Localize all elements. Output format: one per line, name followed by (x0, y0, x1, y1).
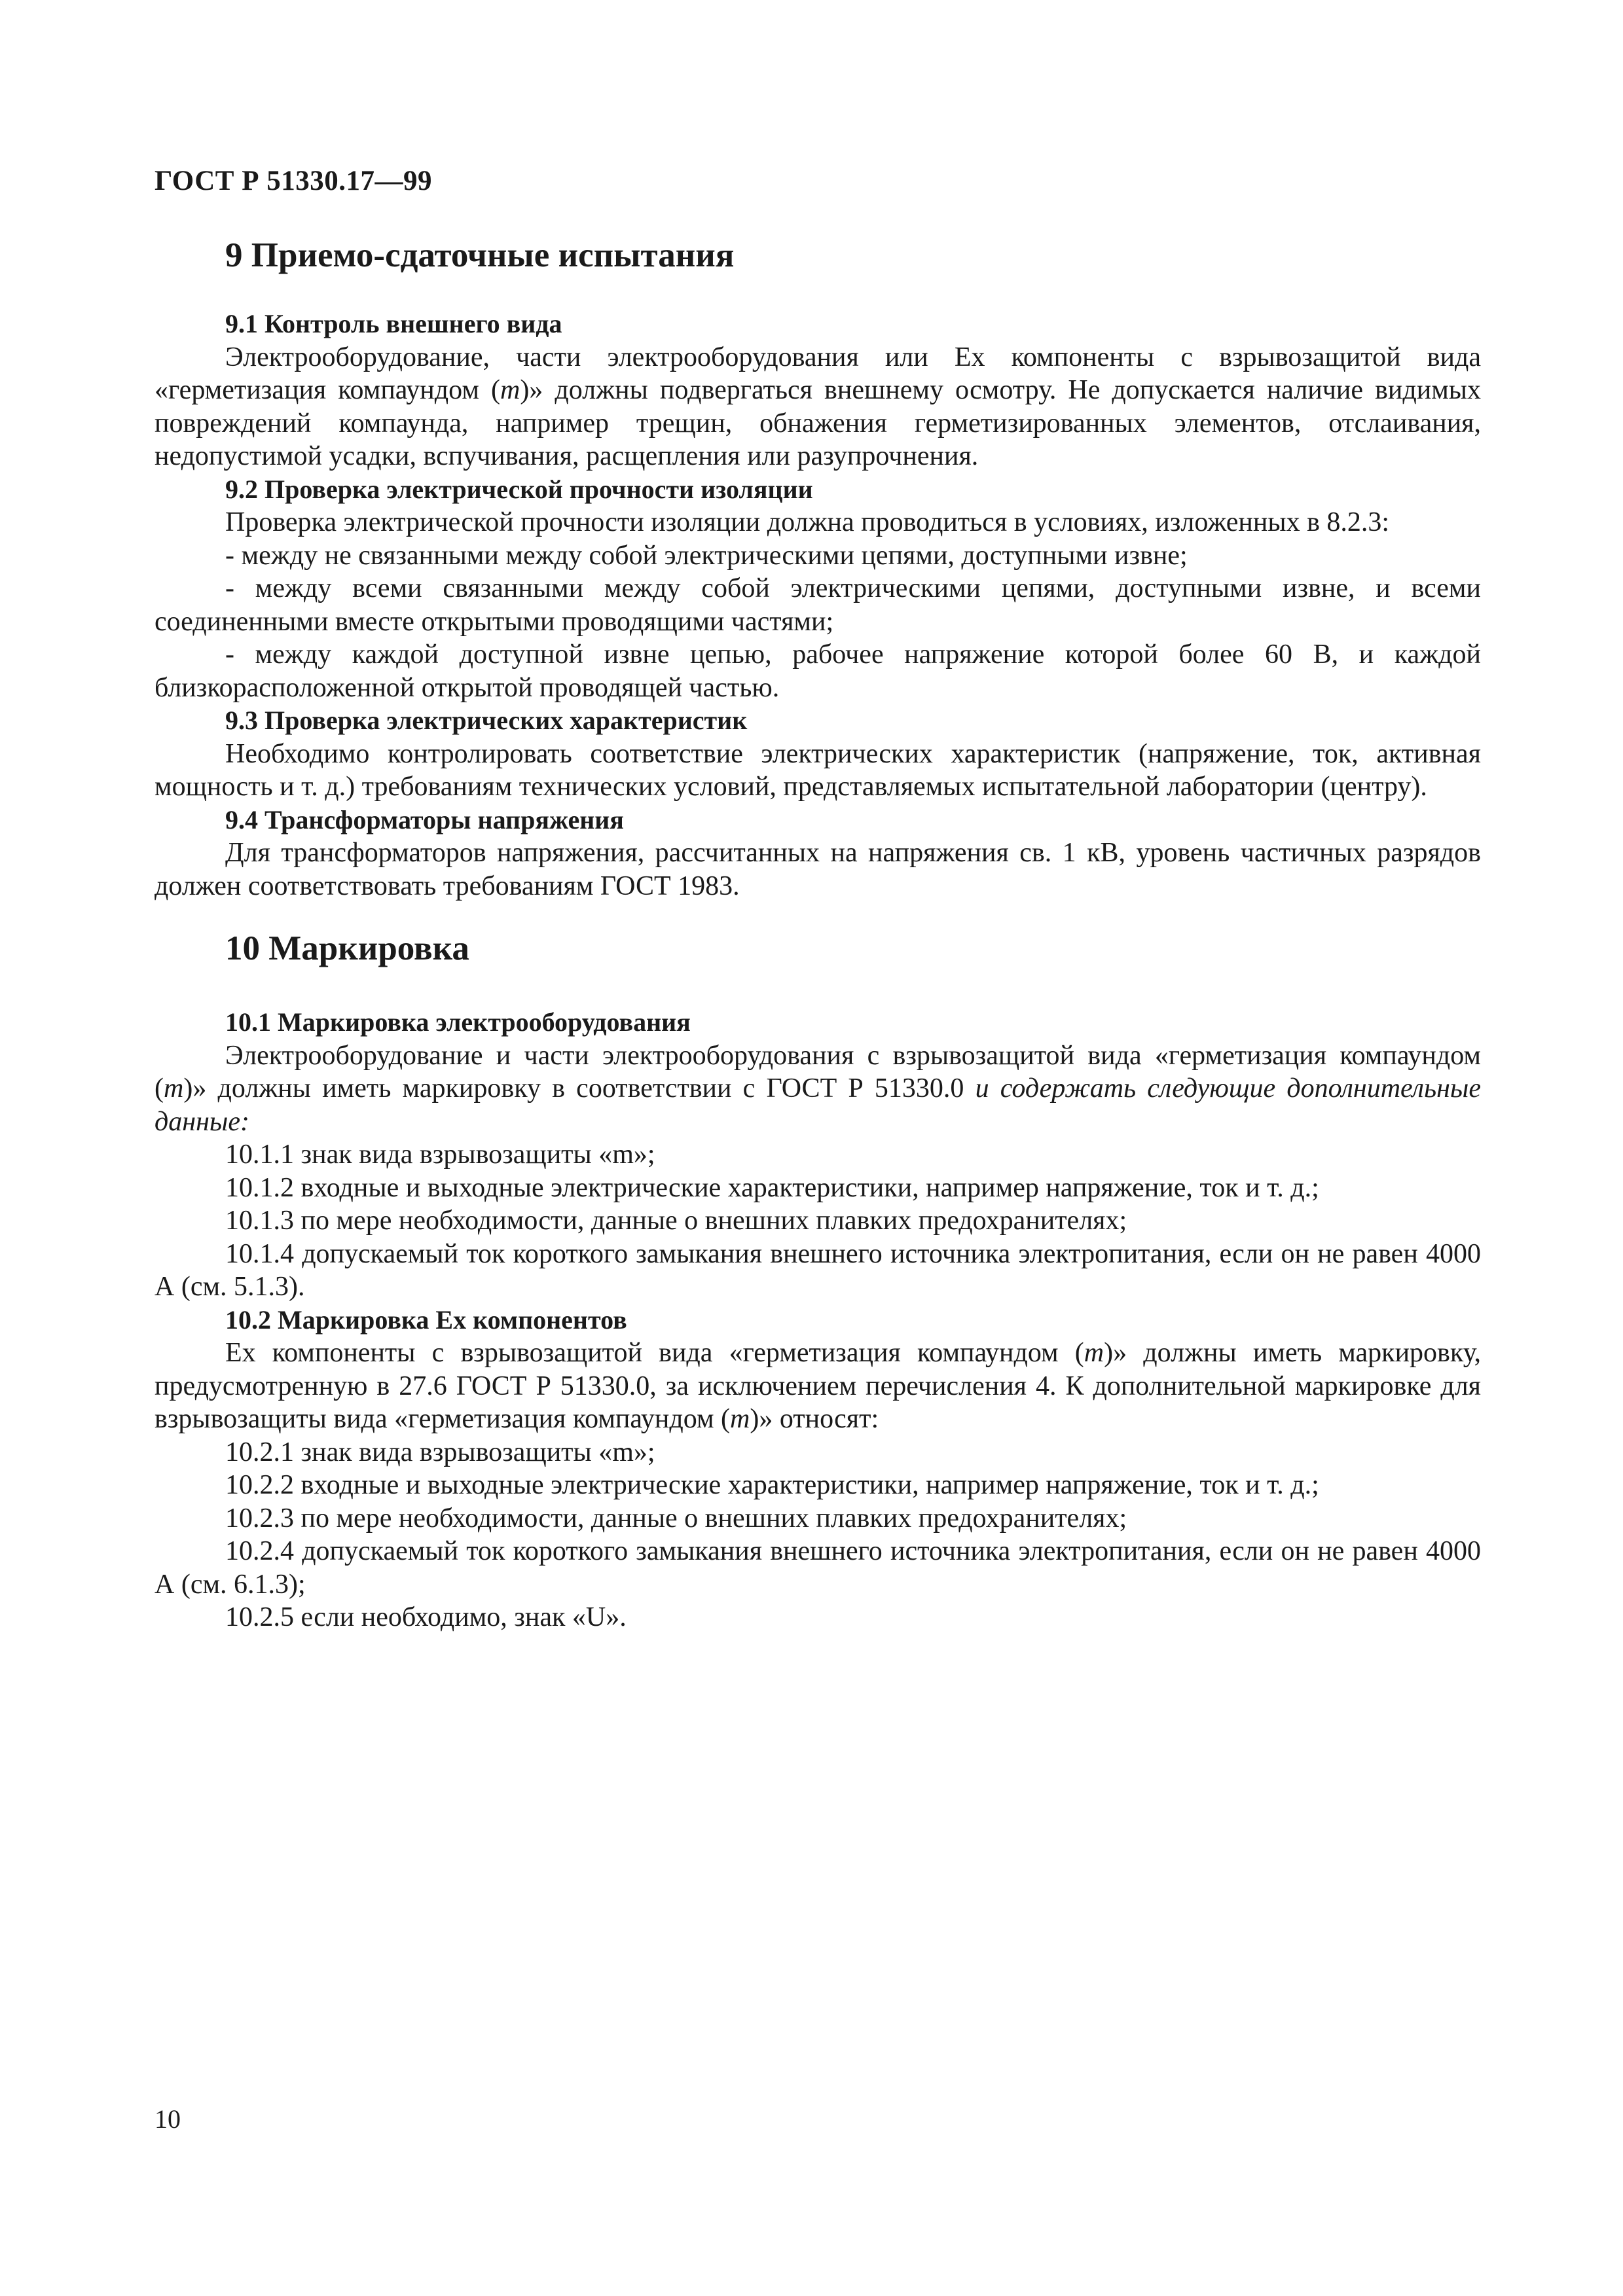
list-item: 10.1.1 знак вида взрывозащиты «m»; (225, 1139, 655, 1170)
subsection-9-3-paragraph: Необходимо контролировать соответствие электрических характеристик (напряжение, ток, активная мощность и т. д.) требованиям технических условий, представляемых испытательной лаборатории (центру). (155, 738, 1481, 802)
section-10-title: 10 Маркировка (225, 929, 469, 967)
subsection-10-2-paragraph: Ех компоненты с взрывозащитой вида «герметизация компаундом (m)» должны иметь маркировку, предусмотренную в 27.6 ГОСТ Р 51330.0, за исключением перечисления 4. К дополнительной маркировке для взрывозащиты вида «герметизация компаундом (m)» относят: (155, 1338, 1481, 1434)
list-item: - между всеми связанными между собой электрическими цепями, доступными извне, и всеми соединенными вместе открытыми проводящими частями; (155, 573, 1481, 637)
page-number: 10 (155, 2104, 181, 2134)
subsection-9-1-title: 9.1 Контроль внешнего вида (225, 309, 562, 338)
section-9-title: 9 Приемо-сдаточные испытания (225, 236, 735, 274)
list-item: 10.2.4 допускаемый ток короткого замыкания внешнего источника электропитания, если он не равен 4000 А (см. 6.1.3); (155, 1536, 1481, 1600)
subsection-9-2-title: 9.2 Проверка электрической прочности изоляции (225, 474, 813, 504)
subsection-9-4-paragraph: Для трансформаторов напряжения, рассчитанных на напряжения св. 1 кВ, уровень частичных разрядов должен соответствовать требованиям ГОСТ 1983. (155, 838, 1481, 901)
page-content (155, 236, 1481, 1634)
subsection-9-3-title: 9.3 Проверка электрических характеристик (225, 706, 748, 735)
subsection-10-2-title: 10.2 Маркировка Ех компонентов (225, 1304, 627, 1335)
list-item: - между не связанными между собой электрическими цепями, доступными извне; (225, 540, 1188, 571)
list-item: 10.2.1 знак вида взрывозащиты «m»; (225, 1437, 655, 1467)
subsection-9-1-paragraph: Электрооборудование, части электрооборудования или Ех компоненты с взрывозащитой вида «герметизация компаундом (m)» должны подвергаться внешнему осмотру. Не допускается наличие видимых повреждений компаунда, например трещин, обнажения герметизированных элементов, отслаивания, недопустимой усадки, вспучивания, расщепления или разупрочнения. (155, 342, 1481, 471)
list-item: 10.1.4 допускаемый ток короткого замыкания внешнего источника электропитания, если он не равен 4000 А (см. 5.1.3). (155, 1238, 1481, 1302)
list-item: 10.2.3 по мере необходимости, данные о внешних плавких предохранителях; (225, 1503, 1127, 1534)
list-item: 10.2.5 если необходимо, знак «U». (225, 1602, 627, 1632)
subsection-9-2-paragraph: Проверка электрической прочности изоляции должна проводиться в условиях, изложенных в 8.2.3: (225, 507, 1390, 537)
standard-header: ГОСТ Р 51330.17—99 (155, 166, 433, 196)
list-item: - между каждой доступной извне цепью, рабочее напряжение которой более 60 В, и каждой близкорасположенной открытой проводящей частью. (155, 639, 1481, 703)
list-item: 10.1.3 по мере необходимости, данные о внешних плавких предохранителях; (225, 1206, 1127, 1236)
list-item: 10.2.2 входные и выходные электрические характеристики, например напряжение, ток и т. д.; (225, 1470, 1319, 1500)
subsection-10-1-title: 10.1 Маркировка электрооборудования (225, 1007, 691, 1037)
subsection-9-4-title: 9.4 Трансформаторы напряжения (225, 804, 624, 834)
subsection-10-1-paragraph: Электрооборудование и части электрооборудования с взрывозащитой вида «герметизация компаундом (m)» должны иметь маркировку в соответствии с ГОСТ Р 51330.0 и содержать следующие дополнительные данные: (155, 1040, 1481, 1137)
list-item: 10.1.2 входные и выходные электрические характеристики, например напряжение, ток и т. д.; (225, 1172, 1319, 1203)
